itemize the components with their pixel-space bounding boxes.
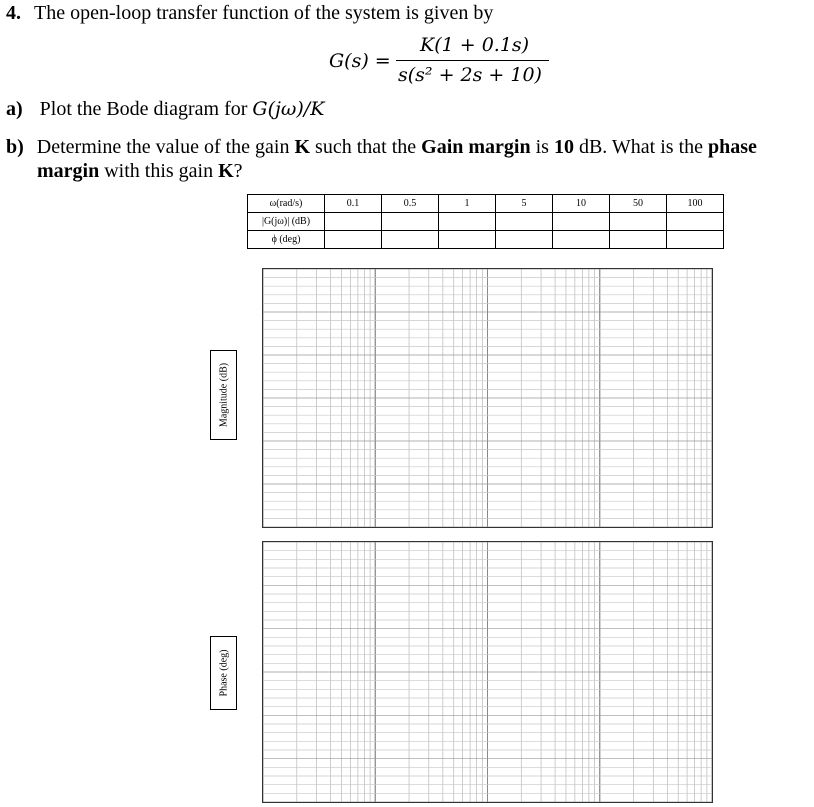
table-row-magnitude	[248, 213, 724, 231]
part-b-label: b)	[6, 136, 24, 158]
part-b-gain-margin: Gain margin	[421, 136, 531, 158]
magnitude-axis-label: Magnitude (dB)	[218, 362, 229, 428]
freq-1: 1	[439, 195, 496, 213]
phase-grid	[263, 542, 712, 802]
freq-100: 100	[667, 195, 724, 213]
table-cell[interactable]	[553, 213, 610, 231]
freq-10: 10	[553, 195, 610, 213]
table-cell[interactable]	[439, 213, 496, 231]
row-header-phase: ϕ (deg)	[248, 231, 325, 249]
phase-axis-label-box	[210, 636, 237, 710]
transfer-function-lhs: G(s) =	[329, 50, 391, 72]
part-b-text-1: Determine the value of the gain	[36, 136, 295, 158]
table-cell[interactable]	[496, 231, 553, 249]
phase-plot-area[interactable]	[262, 541, 713, 803]
row-header-frequency: ω(rad/s)	[248, 195, 325, 213]
values-table	[247, 194, 724, 249]
freq-0.5: 0.5	[382, 195, 439, 213]
table-row-phase	[248, 231, 724, 249]
part-b-text-5: with this gain	[99, 160, 219, 182]
part-b-gain-k-2: K	[218, 160, 234, 182]
part-a-text: Plot the Bode diagram for	[39, 98, 253, 120]
magnitude-axis-label-box	[210, 350, 237, 440]
problem-intro: The open-loop transfer function of the system is given by	[34, 2, 494, 24]
part-b-text-2: such that the	[310, 136, 422, 158]
part-b-margin: margin	[37, 160, 100, 182]
fraction-bar	[396, 60, 549, 61]
phase-axis-label: Phase (deg)	[218, 649, 229, 697]
row-header-magnitude: |G(jω)| (dB)	[248, 213, 325, 231]
table-cell[interactable]	[439, 231, 496, 249]
part-b-ten: 10	[553, 136, 574, 158]
part-a	[6, 98, 324, 121]
problem-number: 4.	[6, 2, 21, 24]
freq-5: 5	[496, 195, 553, 213]
table-cell[interactable]	[610, 213, 667, 231]
part-b-phase: phase	[708, 136, 757, 158]
table-cell[interactable]	[496, 213, 553, 231]
table-cell[interactable]	[325, 213, 382, 231]
table-cell[interactable]	[382, 231, 439, 249]
table-cell[interactable]	[610, 231, 667, 249]
table-cell[interactable]	[667, 213, 724, 231]
transfer-function-denominator: s(s² + 2s + 10)	[398, 64, 542, 86]
part-a-expression: G(jω)/K	[252, 98, 325, 120]
part-b-line-2	[37, 160, 243, 183]
part-b-text-4: dB. What is the	[573, 136, 708, 158]
table-cell[interactable]	[667, 231, 724, 249]
magnitude-plot-area[interactable]	[262, 268, 713, 528]
part-b	[6, 136, 757, 159]
table-cell[interactable]	[382, 213, 439, 231]
freq-0.1: 0.1	[325, 195, 382, 213]
part-b-question-mark: ?	[233, 160, 243, 182]
part-b-text-3: is	[530, 136, 554, 158]
table-cell[interactable]	[325, 231, 382, 249]
transfer-function-numerator: K(1 + 0.1s)	[420, 34, 530, 56]
part-b-gain-k: K	[294, 136, 311, 158]
magnitude-grid	[263, 269, 712, 527]
freq-50: 50	[610, 195, 667, 213]
table-cell[interactable]	[553, 231, 610, 249]
part-a-label: a)	[6, 98, 23, 120]
problem-statement	[6, 2, 493, 25]
table-row-frequency	[248, 195, 724, 213]
